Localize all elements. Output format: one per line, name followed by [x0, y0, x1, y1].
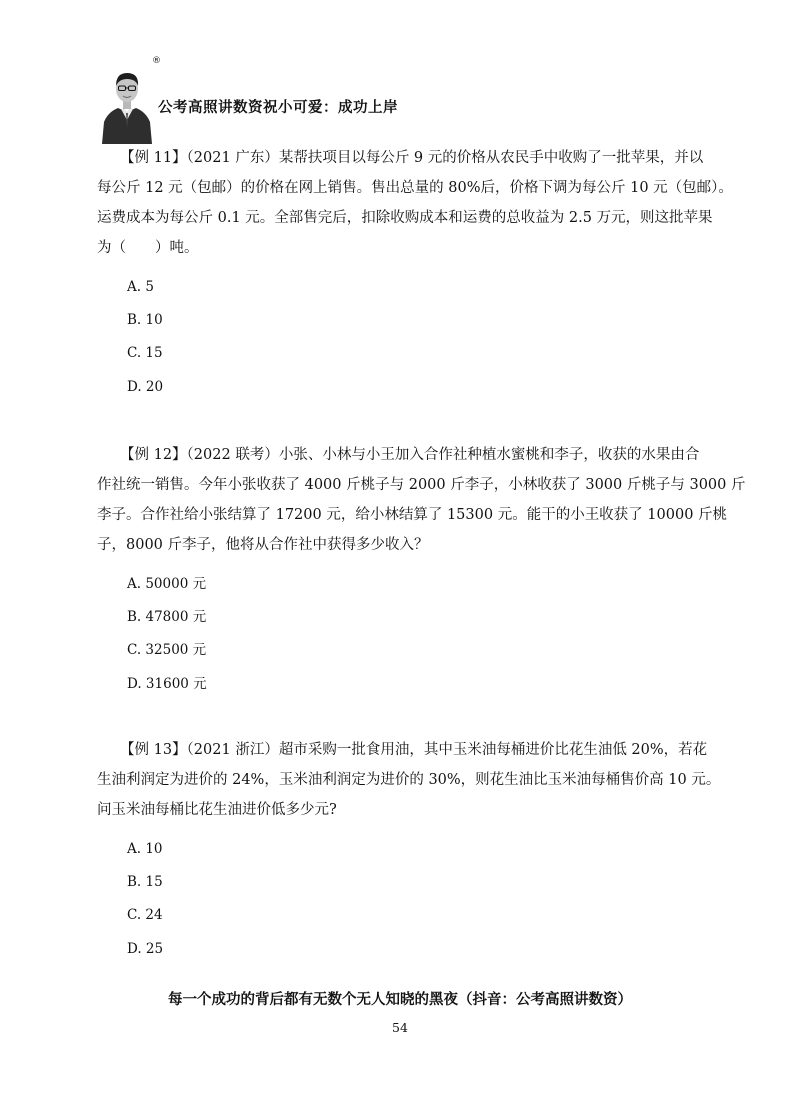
- option-c: C. 15: [127, 345, 163, 362]
- option-a: A. 5: [127, 279, 154, 295]
- answer-options: [97, 568, 707, 701]
- question-text-line: 子，8000 斤李子，他将从合作社中获得多少收入？: [97, 537, 429, 553]
- question-text-line: 为（ ）吨。: [97, 240, 199, 256]
- question-text-line: 【例 13】（2021 浙江）超市采购一批食用油，其中玉米油每桶进价比花生油低 20%，若花: [120, 742, 708, 758]
- answer-options: [97, 833, 707, 966]
- option-a: A. 50000 元: [127, 576, 207, 592]
- question-12: [97, 440, 746, 701]
- question-text-line: 问玉米油每桶比花生油进价低多少元?: [97, 802, 337, 818]
- answer-options: [97, 271, 707, 404]
- option-b: B. 15: [127, 874, 163, 891]
- question-text-line: 【例 12】（2022 联考）小张、小林与小王加入合作社种植水蜜桃和李子，收获的水果由合: [120, 447, 700, 463]
- question-text-line: 运费成本为每公斤 0.1 元。全部售完后，扣除收购成本和运费的总收益为 2.5 万元，则这批苹果: [97, 210, 713, 226]
- question-text-line: 【例 11】（2021 广东）某帮扶项目以每公斤 9 元的价格从农民手中收购了一批苹果，并以: [120, 150, 704, 166]
- page-header: [96, 56, 696, 144]
- footer-slogan: 每一个成功的背后都有无数个无人知晓的黑夜（抖音：公考高照讲数资）: [168, 992, 632, 1008]
- option-d: D. 25: [127, 940, 164, 957]
- option-d: D. 20: [127, 378, 164, 395]
- header-slogan: 公考高照讲数资祝小可爱：成功上岸: [158, 100, 398, 116]
- option-c: C. 32500 元: [127, 642, 207, 659]
- option-c: C. 24: [127, 907, 163, 924]
- option-b: B. 47800 元: [127, 609, 207, 626]
- option-d: D. 31600 元: [127, 675, 207, 692]
- option-b: B. 10: [127, 312, 163, 329]
- page-number: 54: [392, 1020, 408, 1035]
- question-11: [97, 143, 733, 404]
- question-text-line: 李子。合作社给小张结算了 17200 元，给小林结算了 15300 元。能干的小王收获了 10000 斤桃: [97, 507, 728, 523]
- question-13: [97, 735, 721, 966]
- registered-mark: ®: [152, 56, 161, 66]
- question-text-line: 每公斤 12 元（包邮）的价格在网上销售。售出总量的 80%后，价格下调为每公斤 10 元（包邮）。: [97, 180, 733, 196]
- question-text-line: 作社统一销售。今年小张收获了 4000 斤桃子与 2000 斤李子，小林收获了 3000 斤桃子与 3000 斤: [97, 477, 746, 493]
- question-text-line: 生油利润定为进价的 24%，玉米油利润定为进价的 30%，则花生油比玉米油每桶售价高 10 元。: [97, 772, 721, 788]
- option-a: A. 10: [127, 841, 163, 857]
- author-portrait: [96, 62, 158, 144]
